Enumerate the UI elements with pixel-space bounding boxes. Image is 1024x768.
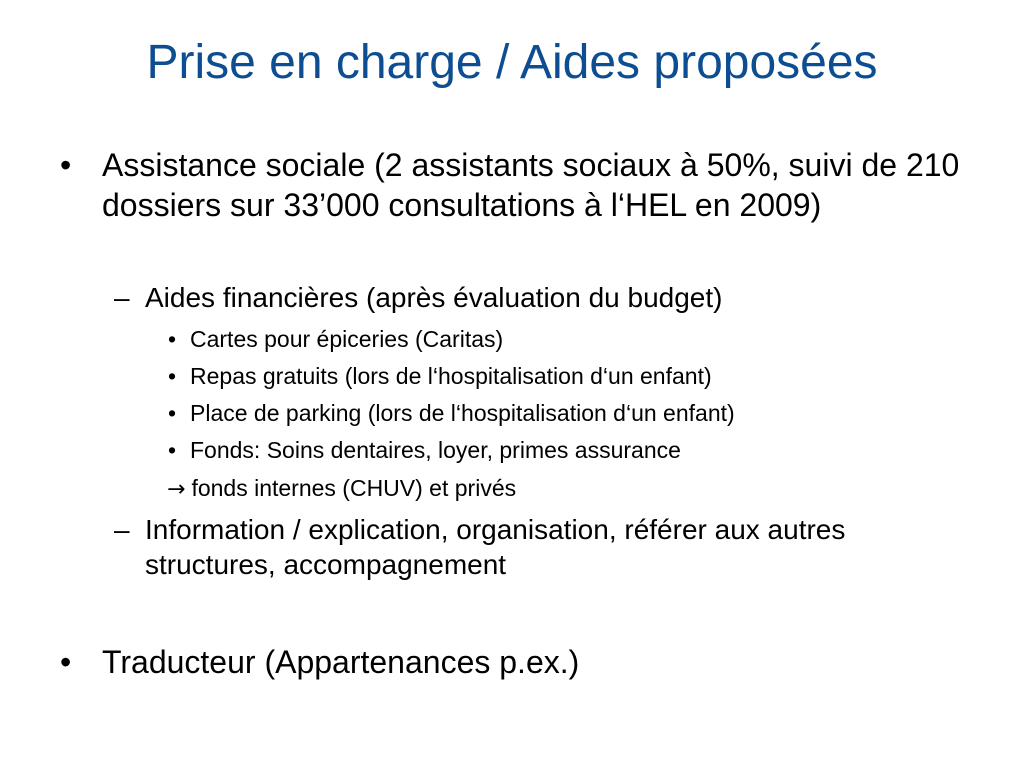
subbullet-information (114, 512, 974, 582)
bullet-marker: • (168, 400, 177, 426)
slide-title: Prise en charge / Aides proposées (146, 36, 878, 89)
bullet-traducteur (60, 642, 960, 682)
subsubbullet-text: Fonds: Soins dentaires, loyer, primes assurance (190, 437, 681, 463)
arrow-right-icon: → (167, 477, 186, 502)
subsubbullet-text: Repas gratuits (lors de l‘hospitalisation d‘un enfant) (190, 363, 712, 389)
subbullet-text: Information / explication, organisation, référer aux autres structures, accompagnement (145, 514, 846, 580)
bullet-marker: • (168, 363, 177, 389)
bullet-marker: • (168, 437, 177, 463)
bullet-text: Assistance sociale (2 assistants sociaux à 50%, suivi de 210 dossiers sur 33’000 consultations à l‘HEL en 2009) (102, 147, 960, 223)
bullet-assistance-sociale (60, 145, 960, 265)
subbullet-text: Aides financières (après évaluation du budget) (145, 282, 723, 313)
subsubbullet-parking (168, 398, 988, 428)
subsubbullet-repas (168, 361, 988, 391)
bullet-marker: • (60, 147, 72, 183)
subsubbullet-fonds (168, 435, 988, 465)
bullet-marker: • (60, 644, 72, 680)
subbullet-aides-financieres (114, 280, 974, 315)
continuation-text: fonds internes (CHUV) et privés (191, 475, 517, 501)
dash-marker: – (114, 282, 130, 313)
subsubbullet-cartes (168, 324, 988, 354)
subsubbullet-text: Cartes pour épiceries (Caritas) (190, 326, 504, 352)
dash-marker: – (114, 514, 130, 545)
bullet-marker: • (168, 326, 177, 352)
bullet-text: Traducteur (Appartenances p.ex.) (102, 644, 580, 680)
subsubbullet-text: Place de parking (lors de l‘hospitalisation d‘un enfant) (190, 400, 735, 426)
fonds-continuation (167, 473, 987, 503)
